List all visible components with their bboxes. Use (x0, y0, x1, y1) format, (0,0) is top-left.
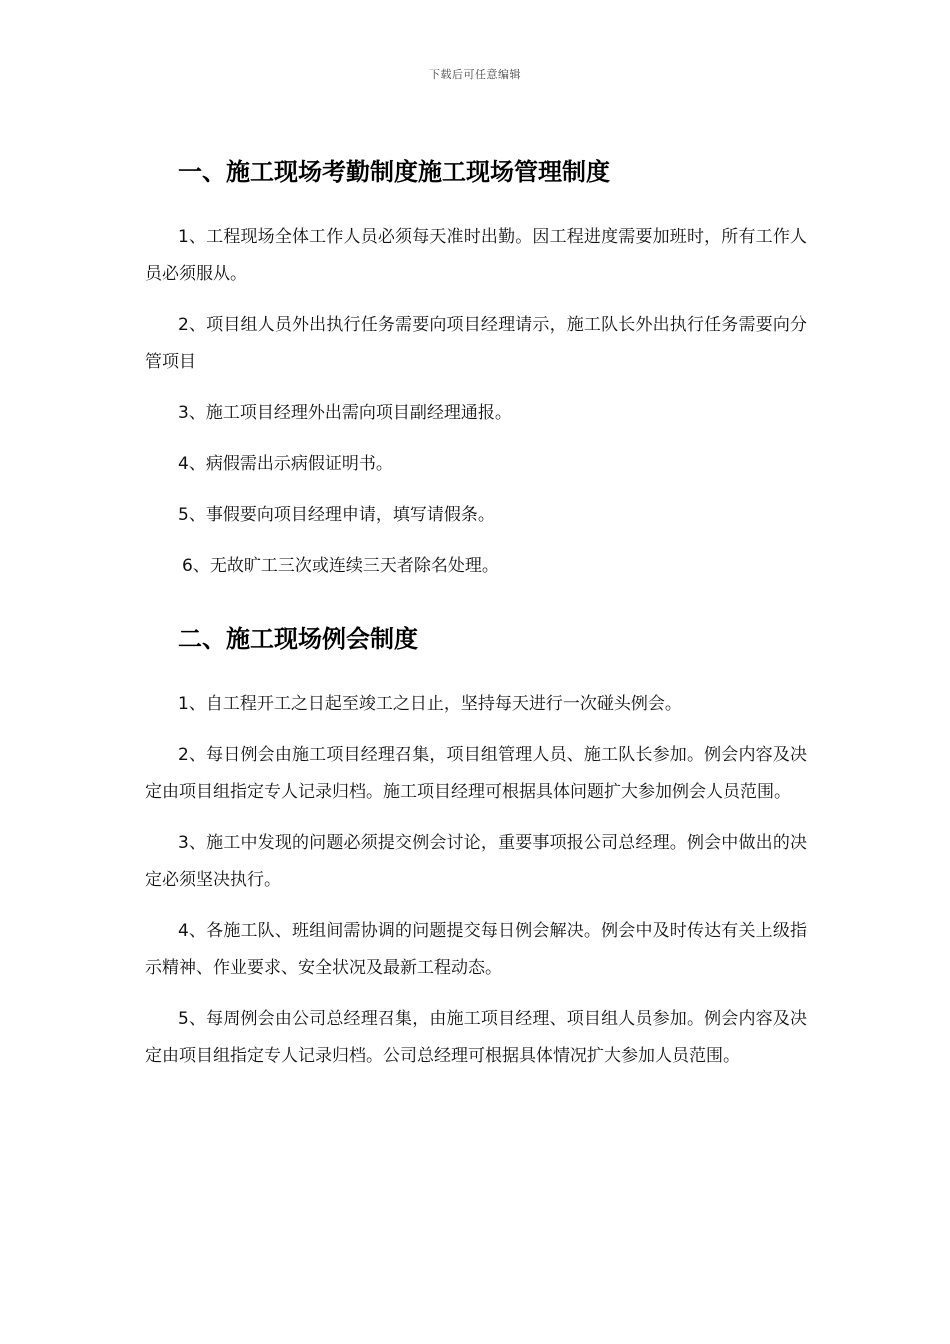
paragraph: 3、施工项目经理外出需向项目副经理通报。 (178, 403, 512, 423)
paragraph: 5、事假要向项目经理申请，填写请假条。 (178, 505, 495, 525)
paragraph: 1、工程现场全体工作人员必须每天准时出勤。因工程进度需要加班时，所有工作人员必须服从。 (145, 227, 807, 284)
header-note: 下载后可任意编辑 (429, 68, 521, 81)
paragraph: 4、各施工队、班组间需协调的问题提交每日例会解决。例会中及时传达有关上级指示精神、作业要求、安全状况及最新工程动态。 (145, 921, 807, 978)
section-title-meetings: 二、施工现场例会制度 (178, 625, 418, 653)
paragraph: 5、每周例会由公司总经理召集，由施工项目经理、项目组人员参加。例会内容及决定由项目组指定专人记录归档。公司总经理可根据具体情况扩大参加人员范围。 (145, 1009, 807, 1066)
section-title-attendance: 一、施工现场考勤制度施工现场管理制度 (178, 158, 610, 186)
paragraph: 3、施工中发现的问题必须提交例会讨论，重要事项报公司总经理。例会中做出的决定必须坚决执行。 (145, 833, 807, 890)
paragraph: 2、项目组人员外出执行任务需要向项目经理请示，施工队长外出执行任务需要向分管项目 (145, 315, 807, 372)
paragraph: 2、每日例会由施工项目经理召集，项目组管理人员、施工队长参加。例会内容及决定由项目组指定专人记录归档。施工项目经理可根据具体问题扩大参加例会人员范围。 (145, 745, 807, 802)
document-body (145, 150, 807, 1089)
paragraph: 1、自工程开工之日起至竣工之日止，坚持每天进行一次碰头例会。 (178, 694, 682, 714)
paragraph: 6、无故旷工三次或连续三天者除名处理。 (182, 556, 499, 576)
paragraph: 4、病假需出示病假证明书。 (178, 454, 393, 474)
